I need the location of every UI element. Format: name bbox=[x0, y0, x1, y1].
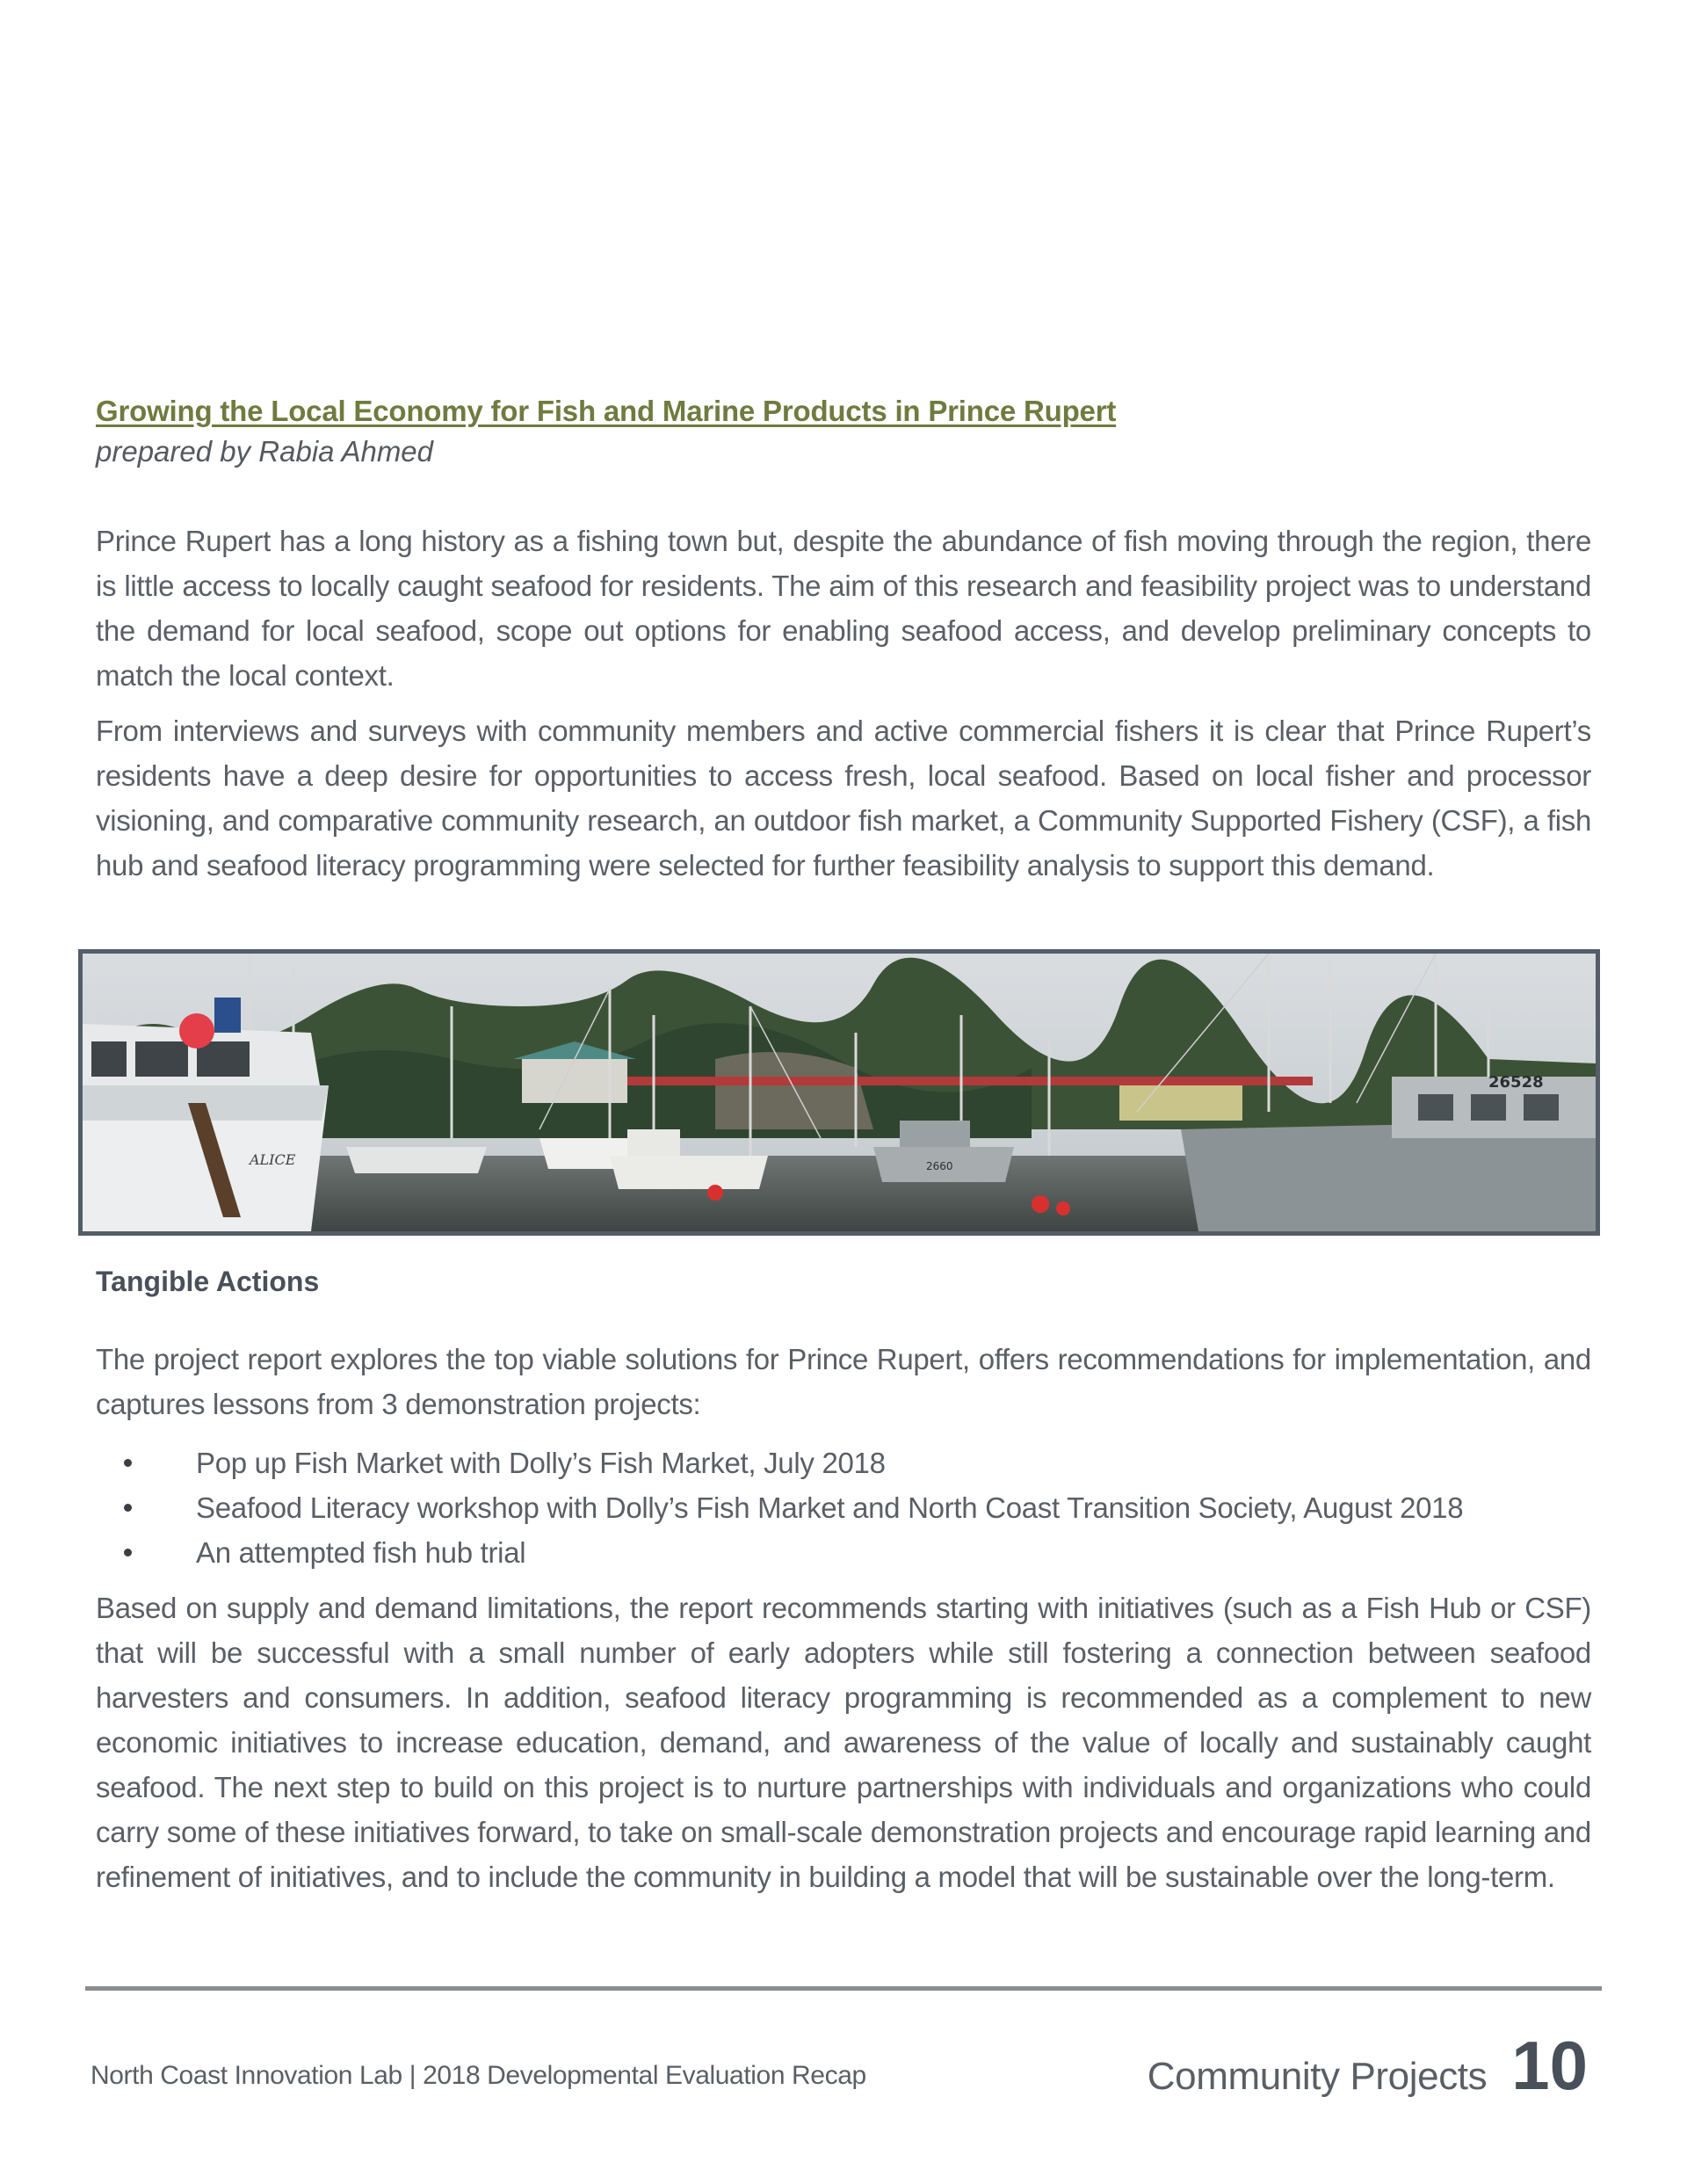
list-item-text: Pop up Fish Market with Dolly’s Fish Market, July 2018 bbox=[196, 1447, 886, 1479]
intro-paragraph-1: Prince Rupert has a long history as a fishing town but, despite the abundance of fish moving through the region, there is little access to locally caught seafood for residents. The aim of this research and feasibility project was to understand the demand for local seafood, scope out options for enabling seafood access, and develop preliminary concepts to match the local context. bbox=[96, 525, 1591, 692]
bullet-icon bbox=[124, 1549, 132, 1556]
footer-section-name: Community Projects bbox=[1147, 2055, 1488, 2098]
page-number: 10 bbox=[1511, 2027, 1588, 2104]
boat-number-label-small: 2660 bbox=[926, 1160, 953, 1172]
tangible-intro: The project report explores the top viable solutions for Prince Rupert, offers recommendations for implementation, and captures lessons from 3 demonstration projects: bbox=[96, 1343, 1591, 1420]
list-item-text: An attempted fish hub trial bbox=[196, 1536, 526, 1569]
footer-publication: North Coast Innovation Lab | 2018 Developmental Evaluation Recap bbox=[91, 2061, 866, 2090]
boat-name-label: ALICE bbox=[250, 1151, 296, 1168]
article-byline: prepared by Rabia Ahmed bbox=[96, 435, 434, 468]
boat-number-label: 26528 bbox=[1488, 1073, 1544, 1092]
footer-divider bbox=[85, 1986, 1602, 1991]
bullet-icon bbox=[124, 1504, 132, 1512]
harbour-photo-illustration bbox=[83, 954, 1596, 1231]
article-title: Growing the Local Economy for Fish and Marine Products in Prince Rupert bbox=[96, 395, 1117, 427]
tangible-actions-body bbox=[96, 1337, 1591, 1899]
list-item bbox=[96, 1440, 1591, 1485]
harbour-photo bbox=[78, 949, 1600, 1236]
section-heading-tangible-actions: Tangible Actions bbox=[96, 1266, 320, 1297]
tangible-conclusion: Based on supply and demand limitations, the report recommends starting with initiatives (such as a Fish Hub or CSF) that will be successful with a small number of early adopters while still fostering a connection between seafood harvesters and consumers. In addition, seafood literacy programming is recommended as a complement to new economic initiatives to increase education, demand, and awareness of the value of locally and sustainably caught seafood. The next step to build on this project is to nurture partnerships with individuals and organizations who could carry some of these initiatives forward, to take on small-scale demonstration projects and encourage rapid learning and refinement of initiatives, and to include the community in building a model that will be sustainable over the long-term. bbox=[96, 1592, 1591, 1893]
footer-section-block bbox=[1148, 2026, 1588, 2106]
article-intro bbox=[96, 394, 1591, 888]
list-item bbox=[96, 1530, 1591, 1575]
intro-paragraph-2: From interviews and surveys with community members and active commercial fishers it is clear that Prince Rupert’s residents have a deep desire for opportunities to access fresh, local seafood. Based on local fisher and processor visioning, and comparative community research, an outdoor fish market, a Community Supported Fishery (CSF), a fish hub and seafood literacy programming were selected for further feasibility analysis to support this demand. bbox=[96, 715, 1591, 882]
list-item-text: Seafood Literacy workshop with Dolly’s Fish Market and North Coast Transition Society, August 2018 bbox=[196, 1491, 1464, 1524]
bullet-icon bbox=[124, 1459, 132, 1467]
demonstration-projects-list bbox=[96, 1440, 1591, 1575]
list-item bbox=[96, 1485, 1591, 1530]
